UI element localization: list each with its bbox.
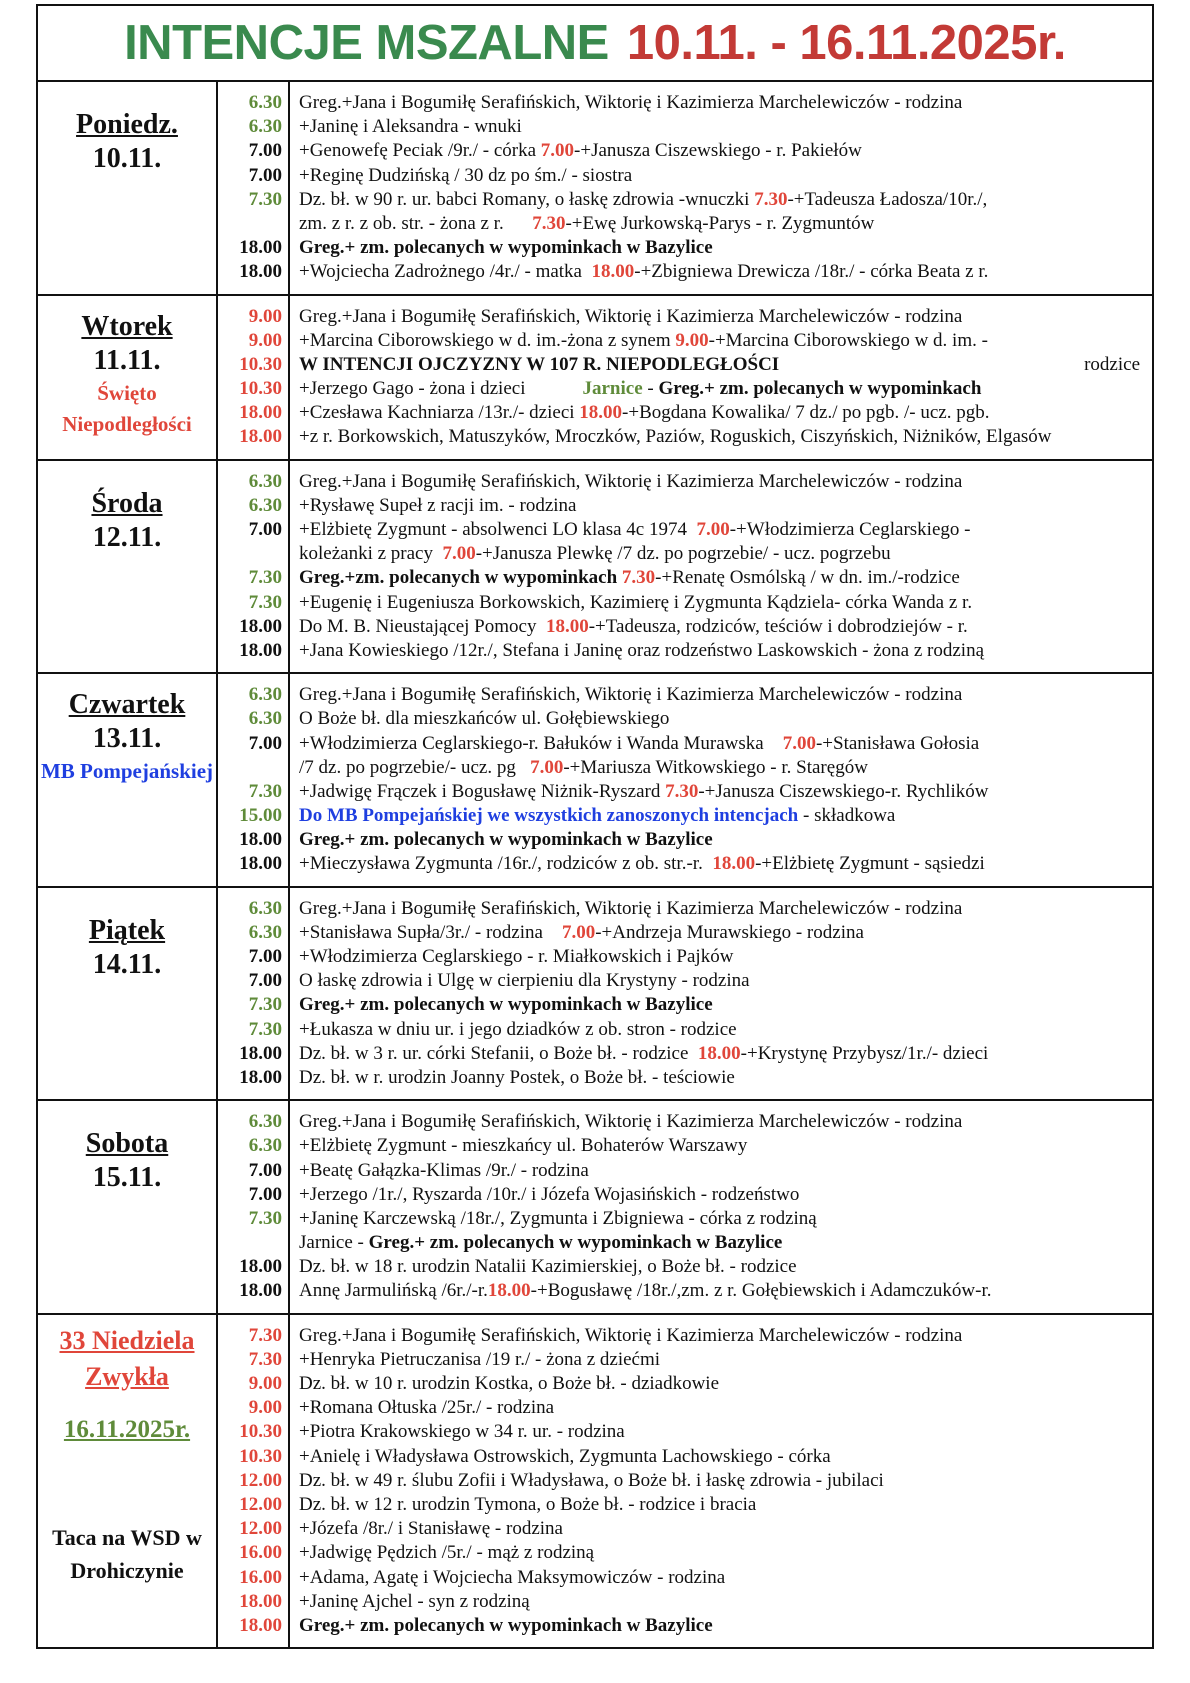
mass-time: 6.30 <box>248 684 282 706</box>
intention-line <box>299 425 1152 449</box>
intention-a: Jarnice - <box>299 1232 369 1254</box>
intention-a: Annę Jarmulińską /6r./-r. <box>299 1280 488 1302</box>
intentions <box>290 82 1152 294</box>
intention-line <box>299 591 1152 615</box>
intention-b: -+Janusza Plewkę /7 dz. po pogrzebie/ - ucz. pogrzebu <box>475 543 891 565</box>
intention-line <box>299 852 1152 876</box>
intention-t: 7.00 <box>696 519 730 540</box>
mass-time: 18.00 <box>239 1256 282 1278</box>
intention-a: Dz. bł. w r. urodzin Joanny Postek, o Boże bł. - teściowie <box>299 1066 735 1088</box>
intention-b: -+Zbigniewa Drewicza /18r./ - córka Beata z r. <box>634 261 989 283</box>
intention-line <box>299 542 1152 566</box>
intention-a: Do M. B. Nieustającej Pomocy <box>299 615 546 637</box>
intention-line <box>299 566 1152 590</box>
intention-a: +Adama, Agatę i Wojciecha Maksymowiczów - rodzina <box>299 1566 726 1588</box>
intention-t: 18.00 <box>591 261 635 283</box>
intention-a: +Włodzimierza Ceglarskiego-r. Bałuków i Wanda Murawska <box>299 732 783 754</box>
mass-time: 18.00 <box>239 261 282 283</box>
intention-b: -+Tadeusza Ładosza/10r./, <box>787 188 988 210</box>
intention-a: +Elżbietę Zygmunt - mieszkańcy ul. Bohaterów Warszawy <box>299 1135 748 1157</box>
mass-time: 18.00 <box>239 1042 282 1064</box>
intention-a: +Jana Kowieskiego /12r./, Stefana i Janinę oraz rodzeństwo Laskowskich - żona z rodziną <box>299 639 985 661</box>
intention-line <box>299 1420 1152 1444</box>
intention-a: +Genowefę Peciak /9r./ - córka <box>299 140 541 162</box>
intention-a: +Jadwigę Frączek i Bogusławę Niżnik-Ryszard <box>299 780 666 802</box>
mass-time: 7.00 <box>248 1159 282 1181</box>
day-note: MB Pompejańskiej <box>40 759 214 784</box>
mass-time: 6.30 <box>248 1111 282 1133</box>
mass-time: 7.00 <box>248 946 282 967</box>
day-name: Piątek <box>88 914 166 946</box>
intention-line <box>299 615 1152 639</box>
intention-t: 7.30 <box>665 780 699 802</box>
intention-a: Greg.+Jana i Bogumiłę Serafińskich, Wiktorię i Kazimierza Marchelewiczów - rodzina <box>299 470 963 492</box>
intention-a: +Jerzego Gago - żona i dzieci <box>299 378 526 400</box>
intention-t: 7.00 <box>530 756 564 778</box>
intention-a: koleżanki z pracy <box>299 543 443 565</box>
day-row <box>38 82 1152 296</box>
intention-a: +Jadwigę Pędzich /5r./ - mąż z rodziną <box>299 1542 595 1564</box>
title-date-range: 10.11. - 16.11.2025r. <box>626 16 1066 70</box>
intention-a: +Eugenię i Eugeniusza Borkowskich, Kazimierę i Zygmunta Kądziela- córka Wanda z r. <box>299 591 973 613</box>
intention-line <box>299 1018 1152 1042</box>
intention-line <box>299 1469 1152 1493</box>
mass-time: 7.30 <box>248 994 282 1016</box>
intention-line <box>299 212 1152 236</box>
intention-a: O Boże bł. dla mieszkańców ul. Gołębiewskiego <box>299 708 670 730</box>
intention-line <box>299 1279 1152 1303</box>
intentions <box>290 888 1152 1100</box>
intention-line <box>299 164 1152 188</box>
intention-line <box>299 1614 1152 1638</box>
intention-line <box>299 305 1152 329</box>
intention-line <box>299 1445 1152 1469</box>
intention-a: Dz. bł. w 10 r. urodzin Kostka, o Boże bł. - dziadkowie <box>299 1373 720 1394</box>
mass-time: 6.30 <box>248 92 282 113</box>
mass-time <box>218 1231 282 1255</box>
intention-line <box>299 921 1152 945</box>
intention-a: +Marcina Ciborowskiego w d. im.-żona z synem <box>299 329 676 351</box>
day-row <box>38 461 1152 675</box>
intention-b: -+Marcina Ciborowskiego w d. im. - <box>708 329 988 351</box>
intention-b: -+Ewę Jurkowską-Parys - r. Zygmuntów <box>565 212 875 234</box>
intention-line <box>299 1066 1152 1090</box>
mass-time: 7.30 <box>248 1324 282 1346</box>
mass-time: 18.00 <box>239 1280 282 1302</box>
intentions <box>290 1315 1152 1647</box>
mass-time: 12.00 <box>239 1493 282 1515</box>
intention-a: +Wojciecha Zadrożnego /4r./ - matka <box>299 261 592 283</box>
intention-line <box>299 780 1152 804</box>
mass-time: 6.30 <box>248 470 282 492</box>
intention-line <box>299 518 1152 542</box>
mass-time <box>218 212 282 236</box>
intention-b: -+Andrzeja Murawskiego - rodzina <box>595 921 864 943</box>
mass-time: 18.00 <box>239 237 282 259</box>
intention-a: Dz. bł. w 49 r. ślubu Zofii i Władysława, o Boże bł. i łaskę zdrowia - jubilaci <box>299 1469 884 1491</box>
intention-a: +Włodzimierza Ceglarskiego - r. Miałkowskich i Pajków <box>299 946 734 967</box>
mass-time: 16.00 <box>239 1566 282 1588</box>
intention-line <box>299 1324 1152 1348</box>
intention-t: 7.00 <box>540 140 575 162</box>
day-date: 16.11.2025r. <box>63 1415 191 1443</box>
intention-bold: W INTENCJI OJCZYZNY W 107 R. NIEPODLEGŁOŚCI <box>299 353 780 375</box>
mass-time: 7.00 <box>248 1183 282 1205</box>
mass-time: 7.30 <box>248 780 282 802</box>
mass-times <box>218 461 290 673</box>
intention-line <box>299 945 1152 969</box>
intention-t: 18.00 <box>697 1042 741 1064</box>
day-date: 14.11. <box>92 948 162 980</box>
mass-time: 18.00 <box>239 639 282 661</box>
intention-b: -+Bogusławę /18r./,zm. z r. Gołębiewskich i Adamczuków-r. <box>530 1280 992 1302</box>
mass-time: 9.00 <box>248 305 282 327</box>
intention-line <box>299 260 1152 284</box>
intention-t: 7.30 <box>621 567 656 589</box>
day-date: 12.11. <box>92 521 162 553</box>
intention-line <box>299 1493 1152 1517</box>
intention-line <box>299 401 1152 425</box>
intention-line <box>299 969 1152 993</box>
intention-line <box>299 1207 1152 1231</box>
day-label <box>38 1315 218 1647</box>
mass-time: 7.00 <box>248 140 282 162</box>
intention-a: +Józefa /8r./ i Stanisławę - rodzina <box>299 1518 563 1540</box>
intention-line <box>299 1372 1152 1396</box>
day-date: 11.11. <box>93 344 161 376</box>
mass-times <box>218 296 290 459</box>
intention-line <box>299 115 1152 139</box>
intention-a: +Stanisława Supła/3r./ - rodzina <box>299 921 562 943</box>
intentions <box>290 1101 1152 1313</box>
mass-time: 10.30 <box>239 1421 282 1443</box>
intention-t: 9.00 <box>675 329 709 351</box>
intention-b: -+Tadeusza, rodziców, teściów i dobrodziejów - r. <box>588 615 968 637</box>
intention-line <box>299 91 1152 115</box>
intention-line <box>299 993 1152 1017</box>
mass-time: 18.00 <box>239 1066 282 1088</box>
intention-a: Dz. bł. w 90 r. ur. babci Romany, o łaskę zdrowia -wnuczki <box>299 188 755 210</box>
mass-time: 7.30 <box>248 567 282 589</box>
intention-a: +Mieczysława Zygmunta /16r./, rodziców z ob. str.-r. <box>299 853 713 875</box>
mass-time: 7.30 <box>248 1018 282 1040</box>
intention-line <box>299 1110 1152 1134</box>
intention-line <box>299 329 1152 353</box>
mass-time: 9.00 <box>248 1397 282 1419</box>
intention-line <box>299 353 1152 377</box>
day-label <box>38 296 218 459</box>
intention-line <box>299 1566 1152 1590</box>
intention-a: +Czesława Kachniarza /13r./- dzieci <box>299 402 580 424</box>
intention-bold: Greg.+ zm. polecanych w wypominkach w Bazylice <box>299 994 713 1016</box>
mass-time: 10.30 <box>239 1445 282 1467</box>
intention-line <box>299 1042 1152 1066</box>
day-label <box>38 461 218 673</box>
intention-right: rodzice <box>1084 353 1140 375</box>
mass-time: 6.30 <box>248 494 282 516</box>
mass-time: 10.30 <box>239 353 282 375</box>
intention-line <box>299 683 1152 707</box>
intention-a: +Romana Ołtuska /25r./ - rodzina <box>299 1397 555 1419</box>
intention-bold: Greg.+ zm. polecanych w wypominkach w Bazylice <box>368 1232 783 1254</box>
intention-t: 7.30 <box>532 212 566 234</box>
mass-times <box>218 82 290 294</box>
intentions-sheet <box>36 4 1154 1649</box>
mass-times <box>218 1101 290 1313</box>
mass-time: 6.30 <box>248 921 282 943</box>
intention-b: -+Janusza Ciszewskiego-r. Rychlików <box>698 780 989 802</box>
intention-line <box>299 828 1152 852</box>
day-note: Święto Niepodległości <box>62 380 192 436</box>
intention-line <box>299 470 1152 494</box>
intention-b: -+Elżbietę Zygmunt - sąsiedzi <box>755 853 985 875</box>
intention-line <box>299 1541 1152 1565</box>
mass-time: 18.00 <box>239 853 282 875</box>
page-title <box>38 6 1152 82</box>
mass-time: 7.00 <box>248 970 282 992</box>
day-label <box>38 674 218 886</box>
day-row <box>38 1101 1152 1315</box>
intention-line <box>299 1134 1152 1158</box>
mass-time: 6.30 <box>248 116 282 138</box>
intention-a: +Elżbietę Zygmunt - absolwenci LO klasa 4c 1974 <box>299 519 697 540</box>
intention-a: /7 dz. po pogrzebie/- ucz. pg <box>299 756 531 778</box>
intention-b: -+Janusza Ciszewskiego - r. Pakiełów <box>574 140 862 162</box>
mass-time <box>218 756 282 780</box>
intention-b: - składkowa <box>798 805 896 827</box>
intention-bold: Greg.+ zm. polecanych w wypominkach w Bazylice <box>299 829 713 851</box>
intention-bold: Greg.+ zm. polecanych w wypominkach <box>658 378 982 400</box>
intention-a: Greg.+Jana i Bogumiłę Serafińskich, Wiktorię i Kazimierza Marchelewiczów - rodzina <box>299 684 963 706</box>
title-main: INTENCJE MSZALNE <box>124 16 609 70</box>
intention-a: Dz. bł. w 3 r. ur. córki Stefanii, o Boże bł. - rodzice <box>299 1042 698 1064</box>
intentions <box>290 674 1152 886</box>
intention-t: 18.00 <box>545 615 589 637</box>
intention-t: 18.00 <box>712 853 756 875</box>
mass-time: 7.00 <box>248 164 282 186</box>
mass-times <box>218 888 290 1100</box>
intention-blue: Do MB Pompejańskiej we wszystkich zanoszonych intencjach <box>299 805 799 827</box>
intention-line <box>299 1517 1152 1541</box>
intention-a: Dz. bł. w 12 r. urodzin Tymona, o Boże bł. - rodzice i bracia <box>299 1493 757 1515</box>
intention-c: - <box>642 378 659 400</box>
mass-time: 12.00 <box>239 1518 282 1540</box>
intention-b: -+Bogdana Kowalika/ 7 dz./ po pgb. /- ucz. pgb. <box>622 402 990 424</box>
intention-bold: Greg.+ zm. polecanych w wypominkach w Bazylice <box>299 237 713 259</box>
intention-t: 7.00 <box>442 543 476 565</box>
intention-a: +Rysławę Supeł z racji im. - rodzina <box>299 494 577 516</box>
intention-a: Greg.+Jana i Bogumiłę Serafińskich, Wiktorię i Kazimierza Marchelewiczów - rodzina <box>299 897 963 919</box>
mass-time: 18.00 <box>239 426 282 448</box>
intention-b: -+Renatę Osmólską / w dn. im./-rodzice <box>655 567 960 589</box>
mass-time: 7.00 <box>248 732 282 754</box>
intention-line <box>299 897 1152 921</box>
intention-line <box>299 732 1152 756</box>
mass-time: 18.00 <box>239 615 282 637</box>
intention-a: Dz. bł. w 18 r. urodzin Natalii Kazimierskiej, o Boże bł. - rodzice <box>299 1256 797 1278</box>
intention-a: +z r. Borkowskich, Matuszyków, Mroczków, Paziów, Roguskich, Ciszyńskich, Niżników, Elgasów <box>299 426 1052 448</box>
intention-a: +Beatę Gałązka-Klimas /9r./ - rodzina <box>299 1159 589 1181</box>
intention-line <box>299 1231 1152 1255</box>
intention-line <box>299 707 1152 731</box>
intention-line <box>299 494 1152 518</box>
mass-time: 15.00 <box>239 805 282 827</box>
intention-a: +Łukasza w dniu ur. i jego dziadków z ob. stron - rodzice <box>299 1018 737 1040</box>
day-name: Środa <box>91 487 163 519</box>
day-name: Poniedz. <box>76 109 178 140</box>
mass-time: 9.00 <box>248 1373 282 1394</box>
intention-bold: Greg.+ zm. polecanych w wypominkach w Bazylice <box>299 1614 713 1636</box>
day-row <box>38 296 1152 461</box>
intention-a: Greg.+Jana i Bogumiłę Serafińskich, Wiktorię i Kazimierza Marchelewiczów - rodzina <box>299 305 963 327</box>
intention-t: 7.00 <box>561 921 596 943</box>
mass-times <box>218 1315 290 1647</box>
intention-line <box>299 1348 1152 1372</box>
intention-b: -+Włodzimierza Ceglarskiego - <box>729 519 971 540</box>
mass-time: 10.30 <box>239 378 282 400</box>
intention-line <box>299 377 1152 401</box>
intention-a: +Reginę Dudzińską / 30 dz po śm./ - siostra <box>299 164 633 186</box>
intention-b: -+Krystynę Przybysz/1r./- dzieci <box>740 1042 989 1064</box>
intention-a: +Janinę i Aleksandra - wnuki <box>299 116 522 138</box>
intention-t: 18.00 <box>579 402 623 424</box>
intention-a: Greg.+Jana i Bogumiłę Serafińskich, Wiktorię i Kazimierza Marchelewiczów - rodzina <box>299 1111 963 1133</box>
mass-time: 7.30 <box>248 1348 282 1370</box>
mass-time: 7.00 <box>248 519 282 540</box>
intention-line <box>299 1159 1152 1183</box>
day-row <box>38 888 1152 1102</box>
day-label <box>38 1101 218 1313</box>
intention-t: 18.00 <box>487 1280 531 1302</box>
intention-a: +Janinę Ajchel - syn z rodziną <box>299 1590 530 1612</box>
intention-t: 7.00 <box>782 732 816 754</box>
mass-time <box>218 542 282 566</box>
intention-a: Greg.+Jana i Bogumiłę Serafińskich, Wiktorię i Kazimierza Marchelewiczów - rodzina <box>299 92 963 113</box>
intention-b: -+Stanisława Gołosia <box>815 732 980 754</box>
mass-time: 6.30 <box>248 897 282 919</box>
intention-a: +Henryka Pietruczanisa /19 r./ - żona z dziećmi <box>299 1348 661 1370</box>
mass-time: 16.00 <box>239 1542 282 1564</box>
day-name: Sobota <box>85 1128 169 1160</box>
intention-bold: Greg.+zm. polecanych w wypominkach <box>299 567 622 589</box>
day-name: Czwartek <box>68 689 186 721</box>
intention-line <box>299 756 1152 780</box>
mass-time: 9.00 <box>248 329 282 351</box>
day-name: 33 Niedziela Zwykła <box>59 1325 195 1391</box>
mass-time: 18.00 <box>239 829 282 851</box>
mass-time: 7.30 <box>248 591 282 613</box>
day-row <box>38 1315 1152 1647</box>
day-name: Wtorek <box>81 310 173 342</box>
intention-line <box>299 139 1152 163</box>
intention-line <box>299 639 1152 663</box>
day-date: 15.11. <box>92 1162 162 1194</box>
intention-line <box>299 236 1152 260</box>
mass-time: 6.30 <box>248 708 282 730</box>
intention-line <box>299 1396 1152 1420</box>
day-note: Taca na WSD w Drohiczynie <box>52 1524 202 1583</box>
mass-time: 18.00 <box>239 1590 282 1612</box>
mass-time: 18.00 <box>239 402 282 424</box>
day-label <box>38 888 218 1100</box>
intention-a: +Piotra Krakowskiego w 34 r. ur. - rodzina <box>299 1421 625 1443</box>
intention-line <box>299 804 1152 828</box>
intention-b: -+Mariusza Witkowskiego - r. Staręgów <box>563 756 868 778</box>
mass-time: 7.30 <box>248 188 282 210</box>
intention-line <box>299 1255 1152 1279</box>
mass-time: 6.30 <box>248 1135 282 1157</box>
day-date: 10.11. <box>92 143 162 174</box>
intention-line <box>299 188 1152 212</box>
intention-a: +Janinę Karczewską /18r./, Zygmunta i Zbigniewa - córka z rodziną <box>299 1207 817 1229</box>
intention-t: 7.30 <box>754 188 788 210</box>
intention-a: O łaskę zdrowia i Ulgę w cierpieniu dla Krystyny - rodzina <box>299 970 750 992</box>
intention-line <box>299 1183 1152 1207</box>
mass-time: 12.00 <box>239 1469 282 1491</box>
mass-time: 18.00 <box>239 1614 282 1636</box>
intention-a: zm. z r. z ob. str. - żona z r. <box>299 212 533 234</box>
intention-a: +Jerzego /1r./, Ryszarda /10r./ i Józefa Wojasińskich - rodzeństwo <box>299 1183 800 1205</box>
days-table <box>38 82 1152 1647</box>
intentions <box>290 296 1152 459</box>
mass-time: 7.30 <box>248 1207 282 1229</box>
day-row <box>38 674 1152 888</box>
day-label <box>38 82 218 294</box>
intention-a: Greg.+Jana i Bogumiłę Serafińskich, Wiktorię i Kazimierza Marchelewiczów - rodzina <box>299 1324 963 1346</box>
intentions <box>290 461 1152 673</box>
mass-times <box>218 674 290 886</box>
intention-a: +Anielę i Władysława Ostrowskich, Zygmunta Lachowskiego - córka <box>299 1445 831 1467</box>
day-date: 13.11. <box>92 723 162 755</box>
intention-green: Jarnice <box>582 378 643 400</box>
intention-line <box>299 1590 1152 1614</box>
